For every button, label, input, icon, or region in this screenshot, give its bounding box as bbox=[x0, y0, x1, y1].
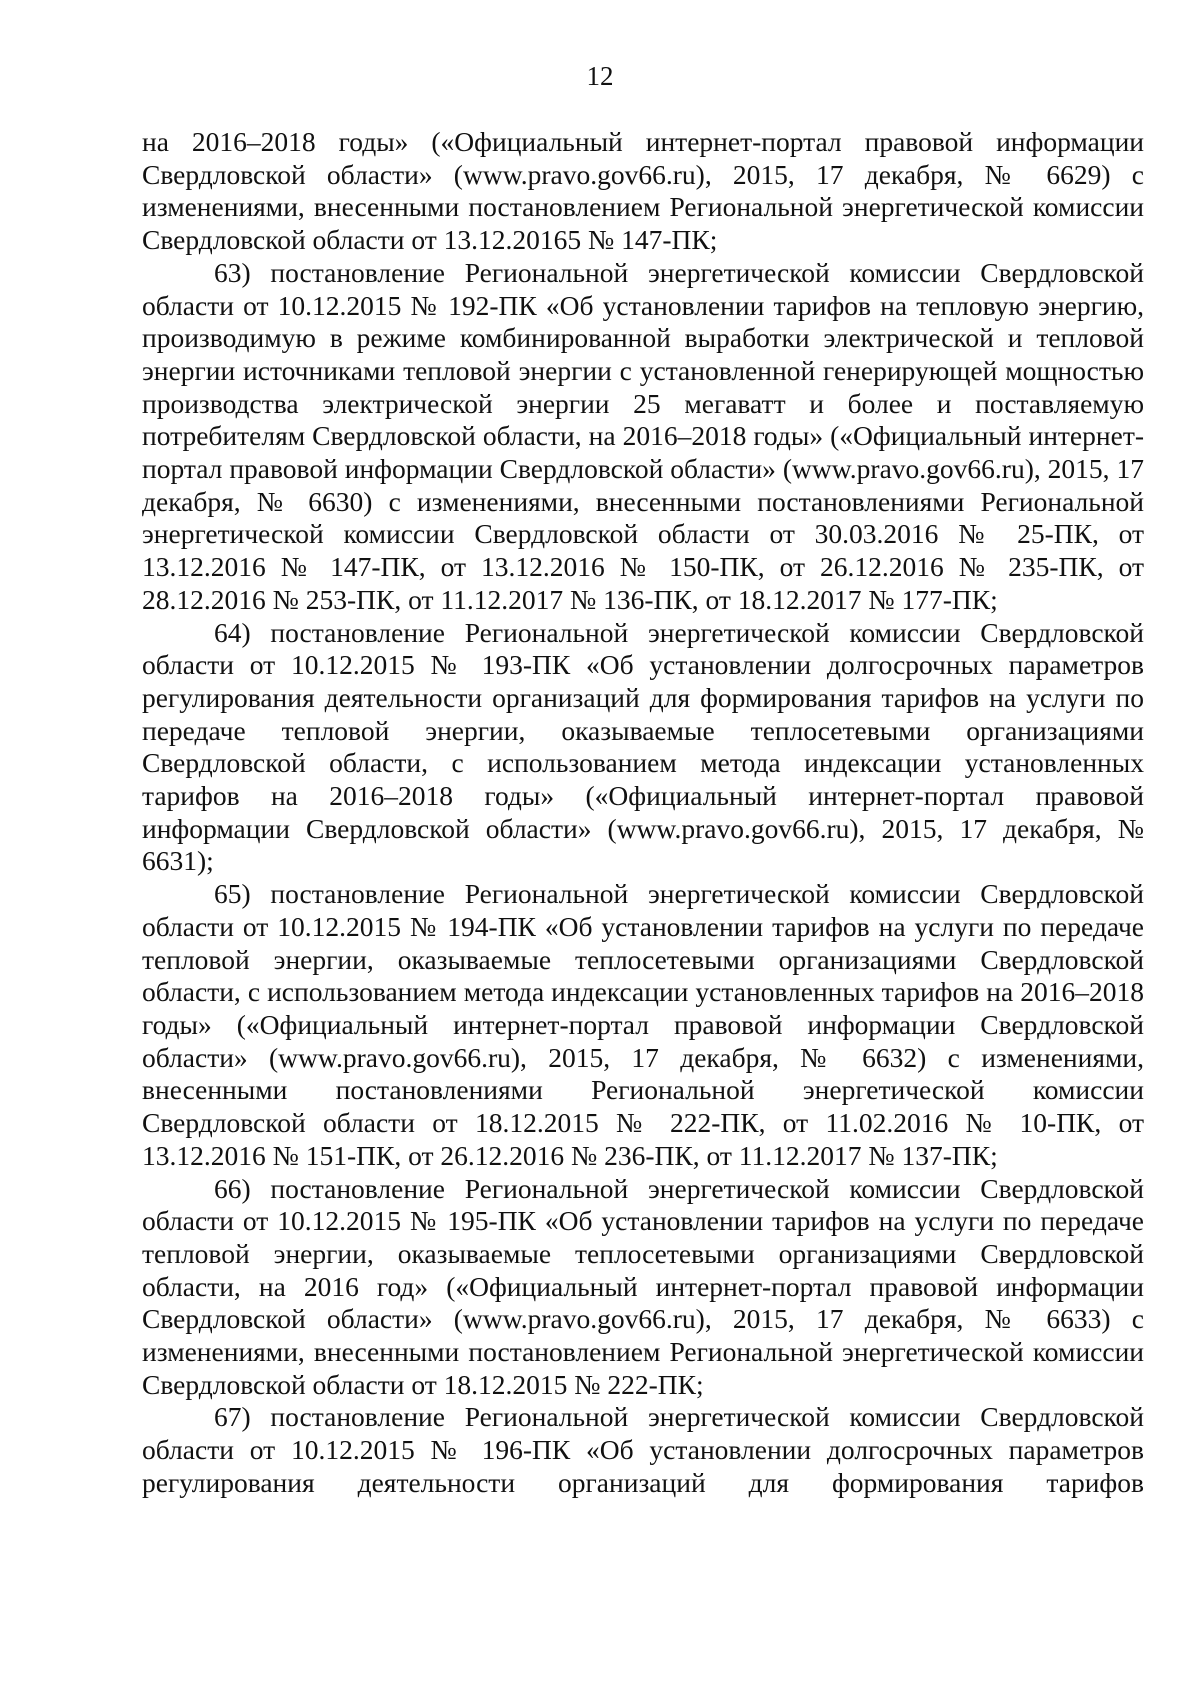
paragraph-continuation: на 2016–2018 годы» («Официальный интернет-портал правовой информации Свердловской области» (www.pravo.gov66.ru), 2015, 17 декабря, № 6629) с изменениями, внесенными постановлением Региональной энергетической комиссии Свердловской области от 13.12.20165 № 147-ПК; bbox=[142, 126, 1144, 256]
paragraph-item-64: 64) постановление Региональной энергетической комиссии Свердловской области от 10.12.2015 № 193-ПК «Об установлении долгосрочных параметров регулирования деятельности организаций для формирования тарифов на услуги по передаче тепловой энергии, оказываемые теплосетевыми организациями Свердловской области, с использованием метода индексации установленных тарифов на 2016–2018 годы» («Официальный интернет-портал правовой информации Свердловской области» (www.pravo.gov66.ru), 2015, 17 декабря, № 6631); bbox=[142, 616, 1144, 877]
page-number: 12 bbox=[586, 61, 614, 91]
paragraph-item-67: 67) постановление Региональной энергетической комиссии Свердловской области от 10.12.2015 № 196-ПК «Об установлении долгосрочных параметров регулирования деятельности организаций для формирования тарифов bbox=[142, 1401, 1144, 1498]
paragraph-item-63: 63) постановление Региональной энергетической комиссии Свердловской области от 10.12.2015 № 192-ПК «Об установлении тарифов на тепловую энергию, производимую в режиме комбинированной выработки электрической и тепловой энергии источниками тепловой энергии с установленной генерирующей мощностью производства электрической энергии 25 мегаватт и более и поставляемую потребителям Свердловской области, на 2016–2018 годы» («Официальный интернет-портал правовой информации Свердловской области» (www.pravo.gov66.ru), 2015, 17 декабря, № 6630) с изменениями, внесенными постановлениями Региональной энергетической комиссии Свердловской области от 30.03.2016 № 25-ПК, от 13.12.2016 № 147-ПК, от 13.12.2016 № 150-ПК, от 26.12.2016 № 235-ПК, от 28.12.2016 № 253-ПК, от 11.12.2017 № 136-ПК, от 18.12.2017 № 177-ПК; bbox=[142, 256, 1144, 615]
document-body bbox=[142, 126, 1144, 1500]
paragraph-item-65: 65) постановление Региональной энергетической комиссии Свердловской области от 10.12.2015 № 194-ПК «Об установлении тарифов на услуги по передаче тепловой энергии, оказываемые теплосетевыми организациями Свердловской области, с использованием метода индексации установленных тарифов на 2016–2018 годы» («Официальный интернет-портал правовой информации Свердловской области» (www.pravo.gov66.ru), 2015, 17 декабря, № 6632) с изменениями, внесенными постановлениями Региональной энергетической комиссии Свердловской области от 18.12.2015 № 222-ПК, от 11.02.2016 № 10-ПК, от 13.12.2016 № 151-ПК, от 26.12.2016 № 236-ПК, от 11.12.2017 № 137-ПК; bbox=[142, 878, 1144, 1171]
paragraph-item-66: 66) постановление Региональной энергетической комиссии Свердловской области от 10.12.2015 № 195-ПК «Об установлении тарифов на услуги по передаче тепловой энергии, оказываемые теплосетевыми организациями Свердловской области, на 2016 год» («Официальный интернет-портал правовой информации Свердловской области» (www.pravo.gov66.ru), 2015, 17 декабря, № 6633) с изменениями, внесенными постановлением Региональной энергетической комиссии Свердловской области от 18.12.2015 № 222-ПК; bbox=[142, 1172, 1144, 1400]
